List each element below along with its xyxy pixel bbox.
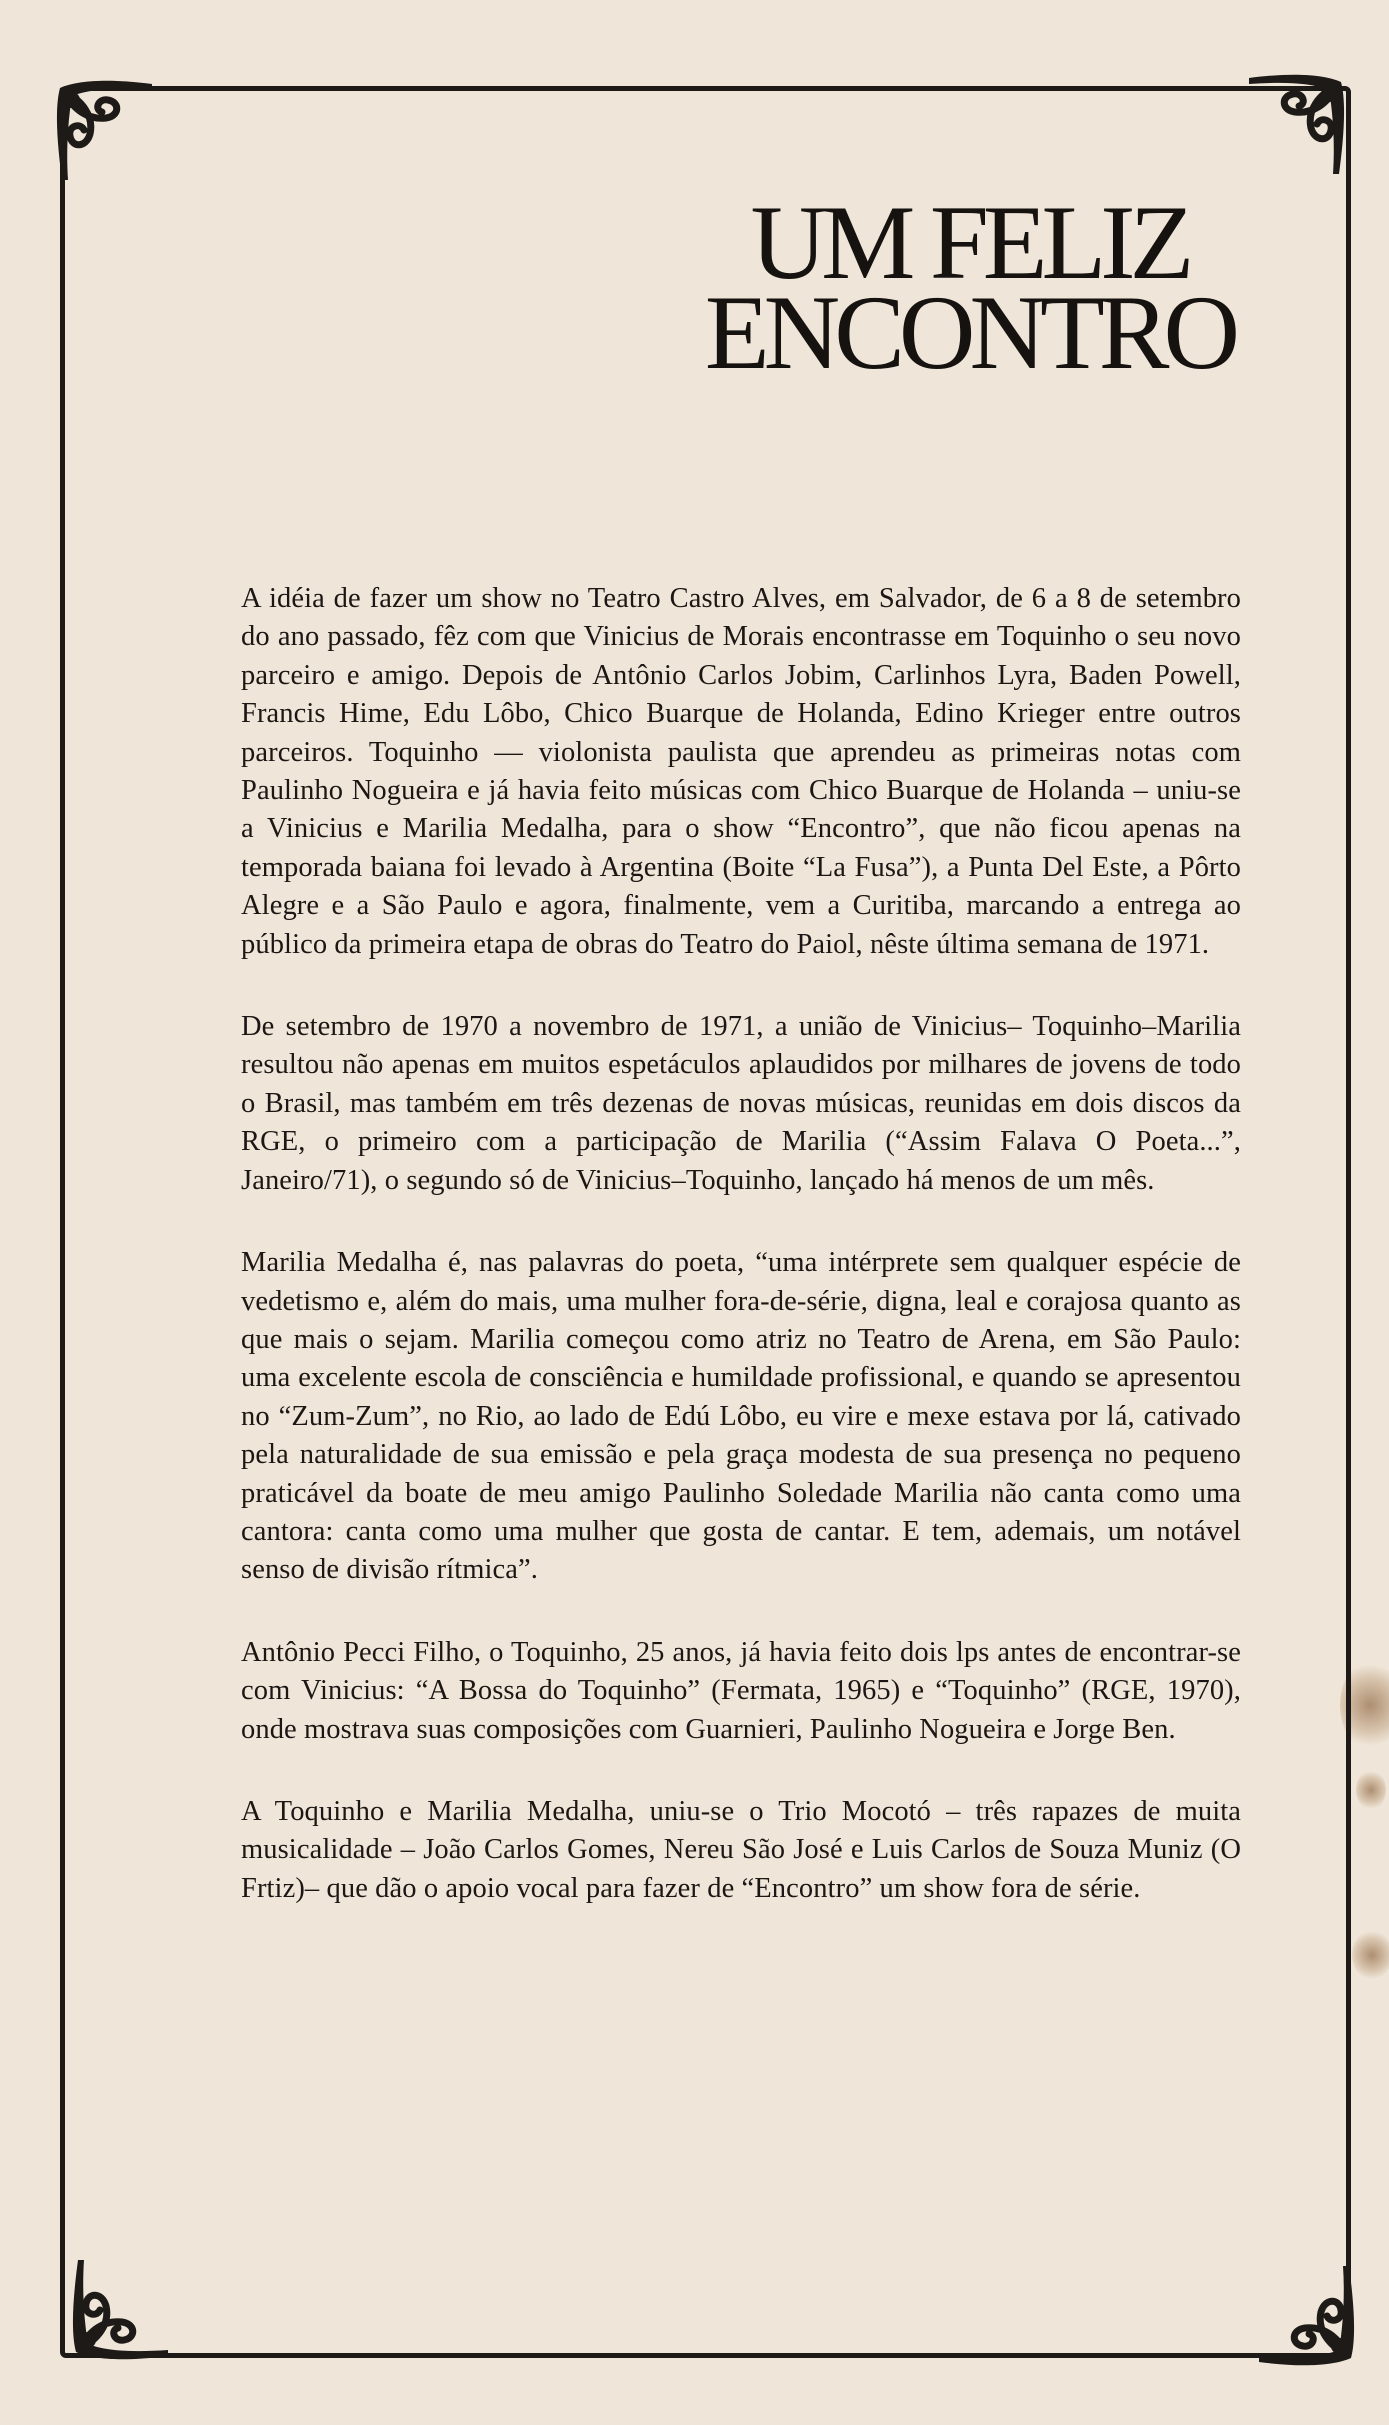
title-line-1: UM FELIZ [750,184,1189,301]
ornament-corner-icon [58,2250,178,2370]
paragraph-toquinho: Antônio Pecci Filho, o Toquinho, 25 anos, já havia feito dois lps antes de encontrar-se com Vinicius: “A Bossa do Toquinho” (Fermata, 1965) e “Toquinho” (RGE, 1970), onde mostrava suas composições com Guarnieri, Paulinho Nogueira e Jorge Ben. [241,1636,1241,1745]
paragraph-marilia: Marilia Medalha é, nas palavras do poeta, “uma intérprete sem qualquer espécie de vedetismo e, além do mais, uma mulher fora-de-série, digna, leal e corajosa quanto as que mais o sejam. Marilia começou como atriz no Teatro de Arena, em São Paulo: uma excelente escola de consciência e humildade profissional, e quando se apresentou no “Zum-Zum”, no Rio, ao lado de Edú Lôbo, eu vire e mexe estava por lá, cativado pela naturalidade de sua emissão e pela graça modesta de sua presença no pequeno praticável da boate de meu amigo Paulinho Soledade Marilia não canta como uma cantora: canta como uma mulher que gosta de cantar. E tem, ademais, um notável senso de divisão rítmica”. [241,1247,1241,1586]
article-body [241,580,1241,1952]
paragraph-intro: A idéia de fazer um show no Teatro Castro Alves, em Salvador, de 6 a 8 de setembro do ano passado, fêz com que Vinicius de Morais encontrasse em Toquinho o seu novo parceiro e amigo. Depois de Antônio Carlos Jobim, Carlinhos Lyra, Baden Powell, Francis Hime, Edu Lôbo, Chico Buarque de Holanda, Edino Krieger entre outros parceiros. Toquinho — violonista paulista que aprendeu as primeiras notas com Paulinho Nogueira e já havia feito músicas com Chico Buarque de Holanda – uniu-se a Vinicius e Marilia Medalha, para o show “Encontro”, que não ficou apenas na temporada baiana foi levado à Argentina (Boite “La Fusa”), a Punta Del Este, a Pôrto Alegre e a São Paulo e agora, finalmente, vem a Curitiba, marcando a entrega ao público da primeira etapa de obras do Teatro do Paiol, nêste última semana de 1971. [241,583,1241,960]
paper-stain [1352,1930,1389,1980]
ornament-corner-icon [42,70,162,190]
paragraph-trio: A Toquinho e Marilia Medalha, uniu-se o Trio Mocotó – três rapazes de muita musicalidade – João Carlos Gomes, Nereu São José e Luis Carlos de Souza Muniz (O Frtiz)– que dão o apoio vocal para fazer de “Encontro” um show fora de série. [241,1795,1241,1904]
ornament-corner-icon [1239,64,1359,184]
page-title [704,184,1234,391]
paragraph-union: De setembro de 1970 a novembro de 1971, a união de Vinicius– Toquinho–Marilia resultou não apenas em muitos espetáculos aplaudidos por milhares de jovens de todo o Brasil, mas também em três dezenas de novas músicas, reunidas em dois discos da RGE, o primeiro com a participação de Marilia (“Assim Falava O Poeta...”, Janeiro/71), o segundo só de Vinicius–Toquinho, lançado há menos de um mês. [241,1011,1241,1196]
title-line-2: ENCONTRO [704,274,1234,391]
paper-stain [1356,1770,1386,1810]
ornament-corner-icon [1249,2256,1369,2376]
